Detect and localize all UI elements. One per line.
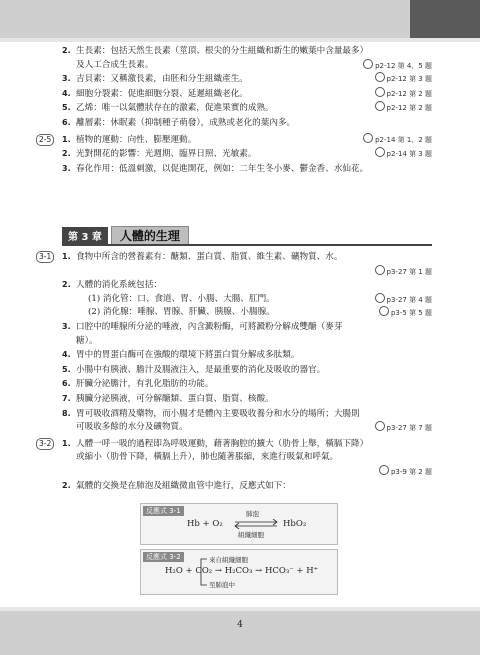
page-number: 4 — [237, 620, 243, 630]
section-plant-hormones — [39, 44, 432, 176]
equation-bottom-label: 至肺泡中 — [209, 581, 235, 589]
search-icon — [375, 265, 385, 275]
chapter-title: 人體的生理 — [111, 226, 189, 245]
search-icon — [375, 72, 385, 82]
section-marker: 3-1 — [36, 251, 54, 263]
list-item — [62, 465, 432, 479]
equation-label: 反應式 3-1 — [143, 506, 184, 516]
reference-link[interactable]: p3-27 第 1 題 — [375, 265, 432, 280]
equation-bottom-label: 組織細胞 — [238, 531, 264, 539]
list-item: 4. 胃中的胃蛋白酶可在強酸的環境下將蛋白質分解成多肽類。 — [62, 350, 300, 361]
search-icon — [363, 59, 373, 69]
search-icon — [375, 101, 385, 111]
footer-band — [0, 607, 480, 655]
list-item: 2. 生長素：包括天然生長素（莖頂、根尖的分生組織和新生的嫩葉中含量最多） — [62, 46, 369, 56]
header-corner-block — [410, 0, 480, 38]
list-item: 2. 人體的消化系統包括： — [62, 280, 162, 291]
list-item: 3. 春化作用：低溫刺激，以促進開花，例如：二年生冬小麥、鬱金香、水仙花。 — [62, 163, 369, 174]
chapter-label: 第 3 章 — [62, 227, 108, 244]
search-icon — [375, 293, 385, 303]
list-item — [62, 265, 432, 279]
equation-label: 反應式 3-2 — [143, 552, 184, 562]
reference-link[interactable]: p2-12 第 2 題 — [375, 101, 432, 116]
reference-link[interactable]: p2-12 第 3 題 — [375, 72, 432, 87]
equation-box-2 — [140, 549, 338, 595]
equation-lhs: Hb + O₂ — [187, 519, 223, 529]
search-icon — [375, 87, 385, 97]
list-item: 3. 吉貝素：又稱激長素，由胚和分生組織產生。 p2-12 第 3 題 — [62, 72, 432, 87]
search-icon — [375, 147, 385, 157]
list-item: 3-1 1. 食物中所含的營養素有：醣類、蛋白質、脂質、維生素、礦物質、水。 — [62, 250, 432, 265]
list-item: 2-5 1. 植物的運動：向性、膨壓運動。 p2-14 第 1、2 題 — [62, 133, 432, 148]
section-digestion — [39, 250, 432, 493]
reference-link[interactable]: p2-14 第 1、2 題 — [363, 133, 432, 148]
list-item: (2) 消化腺：唾腺、胃腺、肝臟、胰腺、小腸腺。 p3-5 第 5 題 — [62, 306, 432, 320]
search-icon — [379, 465, 389, 475]
list-item: 3. 口腔中的唾腺所分泌的唾液，內含澱粉酶，可將澱粉分解成雙醣（麥芽 — [62, 321, 343, 332]
list-item: 5. 乙烯：唯一以氣體狀存在的激素，促進果實的成熟。 p2-12 第 2 題 — [62, 101, 432, 116]
reference-link[interactable]: p2-14 第 3 題 — [375, 147, 432, 162]
reference-link[interactable]: p3-5 第 5 題 — [379, 306, 432, 321]
equation-main: H₂O + CO₂ → H₂CO₃ → HCO₃⁻ + H⁺ — [165, 566, 319, 576]
divider — [62, 244, 432, 246]
reference-link[interactable]: p3-27 第 4 題 — [375, 293, 432, 308]
equation-rhs: HbO₂ — [283, 519, 307, 529]
reference-link[interactable]: p3-27 第 7 題 — [375, 421, 432, 436]
search-icon — [363, 133, 373, 143]
reference-link[interactable]: p2-12 第 4、5 題 — [363, 59, 432, 74]
list-item: 2. 氣體的交換是在肺泡及組織微血管中進行，反應式如下： — [62, 480, 291, 491]
search-icon — [379, 306, 389, 316]
list-item: 或縮小（肋骨下降，橫膈上升），肺也隨著脹縮，來進行吸氣和呼氣。 — [76, 452, 339, 463]
list-item: 6. 離層素：休眠素（抑制種子萌發），成熟或老化的葉內多。 — [62, 117, 296, 128]
list-item: 可吸收多餘的水分及礦物質。 p3-27 第 7 題 — [62, 421, 432, 435]
list-item: 8. 胃可吸收酒精及藥物，而小腸才是體內主要吸收養分和水分的場所；大腸則 — [62, 408, 360, 419]
list-item: 5. 小腸中有胰液、膽汁及腸液注入，是最重要的消化及吸收的器官。 — [62, 364, 326, 375]
equation-top-label: 肺泡 — [246, 510, 259, 518]
list-item: 糖）。 — [76, 335, 98, 346]
equation-box-1 — [140, 503, 338, 545]
reference-link[interactable]: p3-9 第 2 題 — [379, 465, 432, 480]
list-item: 6. 肝臟分泌膽汁，有乳化脂肪的功能。 — [62, 379, 214, 390]
search-icon — [375, 421, 385, 431]
reversible-arrow-icon — [233, 519, 279, 529]
list-item: (1) 消化管：口、食道、胃、小腸、大腸、肛門。 p3-27 第 4 題 — [62, 293, 432, 307]
list-item: 2. 光對開花的影響：光週期、臨界日照、光敏素。 p2-14 第 3 題 — [62, 147, 432, 162]
list-item: 及人工合成生長素。 p2-12 第 4、5 題 — [62, 59, 432, 73]
section-marker: 2-5 — [36, 134, 54, 146]
list-item: 7. 胰臟分泌胰液，可分解醣類、蛋白質、脂質、核酸。 — [62, 393, 274, 404]
section-marker: 3-2 — [36, 438, 54, 450]
list-item: 4. 細胞分裂素：促進細胞分裂、延遲組織老化。 p2-12 第 2 題 — [62, 87, 432, 102]
reference-link[interactable]: p2-12 第 2 題 — [375, 87, 432, 102]
equation-top-label: 來自組織細胞 — [209, 556, 248, 564]
list-item: 3-2 1. 人體一呼一吸的過程即為呼吸運動，藉著胸腔的擴大（肋骨上舉，橫膈下降） — [62, 437, 432, 452]
header-band — [0, 0, 480, 42]
chapter-heading — [62, 227, 189, 244]
